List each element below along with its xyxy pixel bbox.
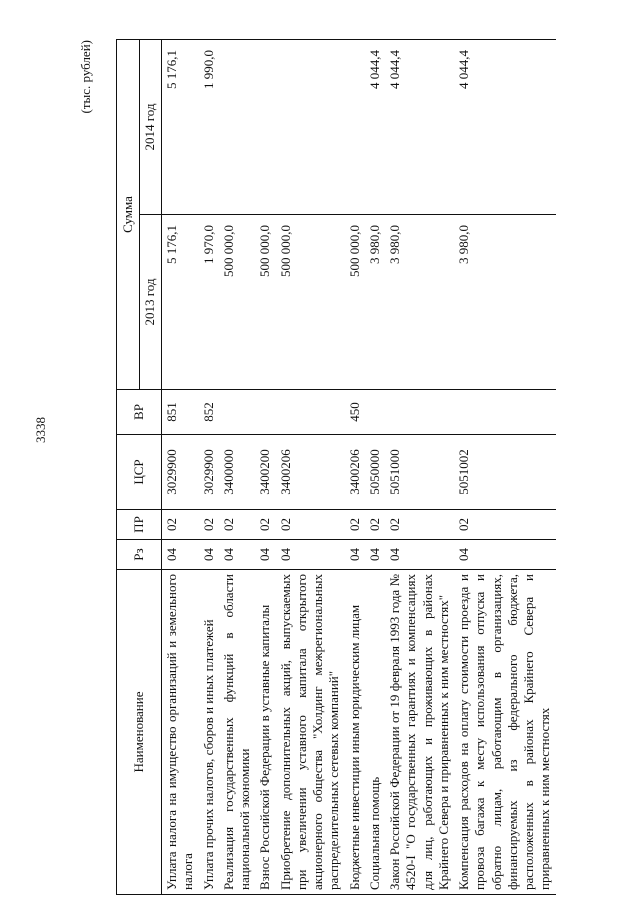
header-sum: Сумма bbox=[117, 40, 140, 390]
cell-y2014: 4 044,4 bbox=[385, 40, 454, 215]
cell-pr: 02 bbox=[219, 510, 256, 540]
cell-y2013: 500 000,0 bbox=[345, 215, 365, 390]
cell-y2014 bbox=[276, 40, 345, 215]
cell-name: Бюджетные инвестиции иным юридическим лицам bbox=[345, 570, 365, 895]
cell-y2014: 5 176,1 bbox=[162, 40, 199, 215]
cell-vr: 450 bbox=[345, 390, 365, 435]
table-row bbox=[345, 40, 365, 895]
cell-y2014 bbox=[345, 40, 365, 215]
cell-csr: 3029900 bbox=[162, 435, 199, 510]
cell-pr: 02 bbox=[385, 510, 454, 540]
cell-csr: 5051002 bbox=[454, 435, 556, 510]
cell-csr: 3400200 bbox=[255, 435, 275, 510]
cell-rz: 04 bbox=[385, 540, 454, 570]
cell-vr: 852 bbox=[199, 390, 219, 435]
cell-pr: 02 bbox=[162, 510, 199, 540]
cell-pr: 02 bbox=[454, 510, 556, 540]
header-2014: 2014 год bbox=[139, 40, 162, 215]
table-row bbox=[385, 40, 454, 895]
cell-rz: 04 bbox=[276, 540, 345, 570]
cell-csr: 5050000 bbox=[365, 435, 385, 510]
cell-y2014 bbox=[255, 40, 275, 215]
cell-rz: 04 bbox=[365, 540, 385, 570]
header-csr: ЦСР bbox=[117, 435, 162, 510]
cell-rz: 04 bbox=[162, 540, 199, 570]
cell-y2013: 3 980,0 bbox=[454, 215, 556, 390]
cell-name: Уплата налога на имущество организаций и земельного налога bbox=[162, 570, 199, 895]
cell-name: Реализация государственных функций в области национальной экономики bbox=[219, 570, 256, 895]
units-label: (тыс. рублей) bbox=[78, 40, 93, 114]
cell-pr: 02 bbox=[199, 510, 219, 540]
cell-csr: 3029900 bbox=[199, 435, 219, 510]
cell-vr: 851 bbox=[162, 390, 199, 435]
cell-vr bbox=[385, 390, 454, 435]
cell-csr: 3400206 bbox=[276, 435, 345, 510]
header-name: Наименование bbox=[117, 570, 162, 895]
cell-pr: 02 bbox=[365, 510, 385, 540]
cell-rz: 04 bbox=[454, 540, 556, 570]
header-rz: Рз bbox=[117, 540, 162, 570]
cell-csr: 3400000 bbox=[219, 435, 256, 510]
table-row bbox=[276, 40, 345, 895]
table-body bbox=[162, 40, 556, 895]
header-pr: ПР bbox=[117, 510, 162, 540]
cell-y2013: 1 970,0 bbox=[199, 215, 219, 390]
cell-vr bbox=[454, 390, 556, 435]
table-row bbox=[162, 40, 199, 895]
cell-y2014 bbox=[219, 40, 256, 215]
cell-name: Закон Российской Федерации от 19 февраля 1993 года № 4520-I "О государственных гарантиях и компенсациях для лиц, работающих и проживающих в районах Крайнего Севера и приравненных к ним местностях" bbox=[385, 570, 454, 895]
cell-y2014: 4 044,4 bbox=[454, 40, 556, 215]
cell-rz: 04 bbox=[199, 540, 219, 570]
cell-rz: 04 bbox=[255, 540, 275, 570]
cell-name: Уплата прочих налогов, сборов и иных платежей bbox=[199, 570, 219, 895]
cell-y2013: 500 000,0 bbox=[219, 215, 256, 390]
table-row bbox=[255, 40, 275, 895]
cell-csr: 5051000 bbox=[385, 435, 454, 510]
budget-table bbox=[116, 39, 556, 895]
cell-pr: 02 bbox=[255, 510, 275, 540]
cell-csr: 3400206 bbox=[345, 435, 365, 510]
cell-y2013: 3 980,0 bbox=[385, 215, 454, 390]
cell-name: Приобретение дополнительных акций, выпускаемых при увеличении уставного капитала открытого акционерного общества "Холдинг межрегиональных распределительных сетевых компаний" bbox=[276, 570, 345, 895]
table-header bbox=[117, 40, 162, 895]
cell-pr: 02 bbox=[276, 510, 345, 540]
cell-y2013: 3 980,0 bbox=[365, 215, 385, 390]
cell-vr bbox=[365, 390, 385, 435]
table-row bbox=[365, 40, 385, 895]
cell-name: Взнос Российской Федерации в уставные капиталы bbox=[255, 570, 275, 895]
cell-rz: 04 bbox=[219, 540, 256, 570]
page-number: 3338 bbox=[33, 417, 48, 443]
cell-y2013: 5 176,1 bbox=[162, 215, 199, 390]
table-row bbox=[454, 40, 556, 895]
table-row bbox=[199, 40, 219, 895]
table-row bbox=[219, 40, 256, 895]
cell-name: Социальная помощь bbox=[365, 570, 385, 895]
header-2013: 2013 год bbox=[139, 215, 162, 390]
cell-pr: 02 bbox=[345, 510, 365, 540]
cell-y2013: 500 000,0 bbox=[276, 215, 345, 390]
cell-y2013: 500 000,0 bbox=[255, 215, 275, 390]
cell-vr bbox=[255, 390, 275, 435]
cell-y2014: 1 990,0 bbox=[199, 40, 219, 215]
cell-vr bbox=[219, 390, 256, 435]
cell-name: Компенсация расходов на оплату стоимости проезда и провоза багажа к месту использования отпуска и обратно лицам, работающим в организациях, финансируемых из федерального бюджета, расположенных в районах Крайнего Севера и приравненных к ним местностях bbox=[454, 570, 556, 895]
cell-rz: 04 bbox=[345, 540, 365, 570]
cell-vr bbox=[276, 390, 345, 435]
header-vr: ВР bbox=[117, 390, 162, 435]
budget-table-sheet bbox=[78, 40, 626, 895]
cell-y2014: 4 044,4 bbox=[365, 40, 385, 215]
